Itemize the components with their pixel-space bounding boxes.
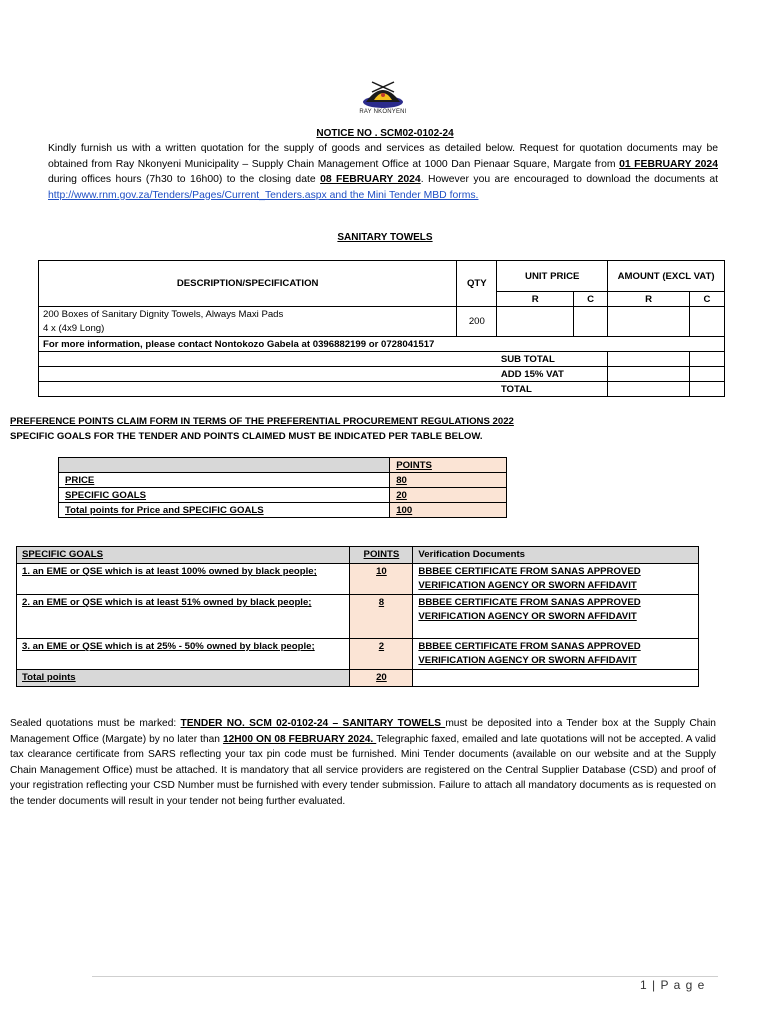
table-row: [17, 595, 699, 639]
header-qty: QTY: [457, 261, 497, 307]
item-amount-c[interactable]: [690, 307, 725, 337]
notice-title: NOTICE NO . SCM02-0102-24: [316, 128, 454, 139]
section-title: SANITARY TOWELS: [337, 232, 433, 243]
table-row: [59, 488, 507, 503]
goals-points-header: POINTS: [350, 547, 413, 564]
specific-goals-table: [16, 546, 699, 687]
subtotal-r[interactable]: [608, 352, 690, 367]
tenders-link[interactable]: http://www.rnm.gov.za/Tenders/Pages/Current_Tenders.aspx and the Mini Tender MBD forms.: [48, 189, 479, 201]
subtotal-spacer: [39, 352, 497, 367]
table-row: [17, 639, 699, 670]
item-amount-r[interactable]: [608, 307, 690, 337]
points-value-goals: 20: [390, 488, 507, 503]
logo-caption: RAY NKONYENI: [359, 109, 407, 115]
item-description-line2: 4 x (4x9 Long): [43, 322, 105, 334]
points-table: [58, 457, 507, 518]
table-row: [39, 307, 725, 337]
table-row: [17, 670, 699, 687]
goal-1: 1. an EME or QSE which is at least 100% owned by black people;: [17, 564, 350, 595]
header-amount-r: R: [608, 292, 690, 307]
header-description: DESCRIPTION/SPECIFICATION: [39, 261, 457, 307]
points-value-total: 100: [390, 503, 507, 518]
points-header: POINTS: [390, 458, 507, 473]
subtotal-c[interactable]: [690, 352, 725, 367]
points-label-total: Total points for Price and SPECIFIC GOALS: [59, 503, 390, 518]
total-r[interactable]: [608, 382, 690, 397]
vat-r[interactable]: [608, 367, 690, 382]
goal-3: 3. an EME or QSE which is at 25% - 50% owned by black people;: [17, 639, 350, 670]
item-qty: 200: [457, 307, 497, 337]
closing-paragraph: [10, 716, 716, 809]
intro-paragraph: [48, 141, 718, 203]
points-value-price: 80: [390, 473, 507, 488]
goal-2: 2. an EME or QSE which is at least 51% owned by black people;: [17, 595, 350, 639]
goals-total-blank: [413, 670, 699, 687]
intro-text-2: during offices hours (7h30 to 16h00) to the closing date: [48, 174, 321, 185]
vat-label: ADD 15% VAT: [497, 367, 608, 382]
item-description: [39, 307, 457, 337]
page-number: 1 | P a g e: [640, 978, 706, 992]
table-row: [59, 473, 507, 488]
vat-spacer: [39, 367, 497, 382]
goal-2-points: 8: [350, 595, 413, 639]
footer-divider: [92, 976, 718, 977]
total-label: TOTAL: [497, 382, 608, 397]
subtotal-label: SUB TOTAL: [497, 352, 608, 367]
contact-info: For more information, please contact Nontokozo Gabela at 0396882199 or 0728041517: [39, 337, 725, 352]
municipality-logo: [352, 78, 414, 124]
item-unit-c[interactable]: [574, 307, 608, 337]
goal-3-points: 2: [350, 639, 413, 670]
points-label-price: PRICE: [59, 473, 390, 488]
table-row: [59, 503, 507, 518]
goals-total-label: Total points: [17, 670, 350, 687]
open-date: 01 FEBRUARY 2024: [619, 158, 718, 170]
deadline: 12H00 ON 08 FEBRUARY 2024.: [222, 733, 377, 745]
preference-heading-2: SPECIFIC GOALS FOR THE TENDER AND POINTS CLAIMED MUST BE INDICATED PER TABLE BELOW.: [10, 431, 483, 442]
item-unit-r[interactable]: [497, 307, 574, 337]
header-amount: AMOUNT (EXCL VAT): [608, 261, 725, 292]
goals-verification-header: Verification Documents: [413, 547, 699, 564]
intro-text-3: . However you are encouraged to download the documents at: [420, 174, 718, 185]
goals-header: SPECIFIC GOALS: [17, 547, 350, 564]
closing-text-2: must be deposited into a Tender box at the Supply Chain Management Office (Margate) by no later than: [10, 718, 716, 745]
closing-text-3: Telegraphic faxed, emailed and late quotations will not be accepted. A valid tax clearance certificate from SARS reflecting your tax pin code must be furnished. Mini Tender documents (available on our website and at the Supply Chain Management Office) must be attached. It is mandatory that all service providers are registered on the Central Supplier Database (CSD) and proof of your registration reflecting your CSD Number must be furnished with every tender submission. Failure to attach all mandatory documents as is requested on the tender documents will result in your tender not being further evaluated.: [10, 733, 716, 807]
goal-1-doc: BBBEE CERTIFICATE FROM SANAS APPROVED VERIFICATION AGENCY OR SWORN AFFIDAVIT: [413, 564, 699, 595]
table-row: [17, 564, 699, 595]
header-unit-price: UNIT PRICE: [497, 261, 608, 292]
goal-1-points: 10: [350, 564, 413, 595]
total-c[interactable]: [690, 382, 725, 397]
preference-heading: [10, 414, 750, 444]
goals-total-value: 20: [350, 670, 413, 687]
item-description-line1: 200 Boxes of Sanitary Dignity Towels, Always Maxi Pads: [43, 308, 284, 320]
intro-text-1: Kindly furnish us with a written quotation for the supply of goods and services as detailed below. Request for quotation documents may be obtained from Ray Nkonyeni Municipality – Supply Chain Management Office at 1000 Dan Pienaar Square, Margate from: [48, 143, 718, 170]
vat-c[interactable]: [690, 367, 725, 382]
header-unit-r: R: [497, 292, 574, 307]
preference-heading-1: PREFERENCE POINTS CLAIM FORM IN TERMS OF THE PREFERENTIAL PROCUREMENT REGULATIONS 2022: [10, 416, 514, 427]
total-spacer: [39, 382, 497, 397]
closing-text-1: Sealed quotations must be marked:: [10, 718, 181, 729]
points-header-blank: [59, 458, 390, 473]
goal-3-doc: BBBEE CERTIFICATE FROM SANAS APPROVED VERIFICATION AGENCY OR SWORN AFFIDAVIT: [413, 639, 699, 670]
closing-date: 08 FEBRUARY 2024: [320, 174, 421, 185]
header-amount-c: C: [690, 292, 725, 307]
tender-number: TENDER NO. SCM 02-0102-24 – SANITARY TOWELS: [180, 718, 446, 729]
goal-2-doc: BBBEE CERTIFICATE FROM SANAS APPROVED VERIFICATION AGENCY OR SWORN AFFIDAVIT: [413, 595, 699, 639]
header-unit-c: C: [574, 292, 608, 307]
quotation-table: [38, 260, 725, 397]
points-label-goals: SPECIFIC GOALS: [59, 488, 390, 503]
